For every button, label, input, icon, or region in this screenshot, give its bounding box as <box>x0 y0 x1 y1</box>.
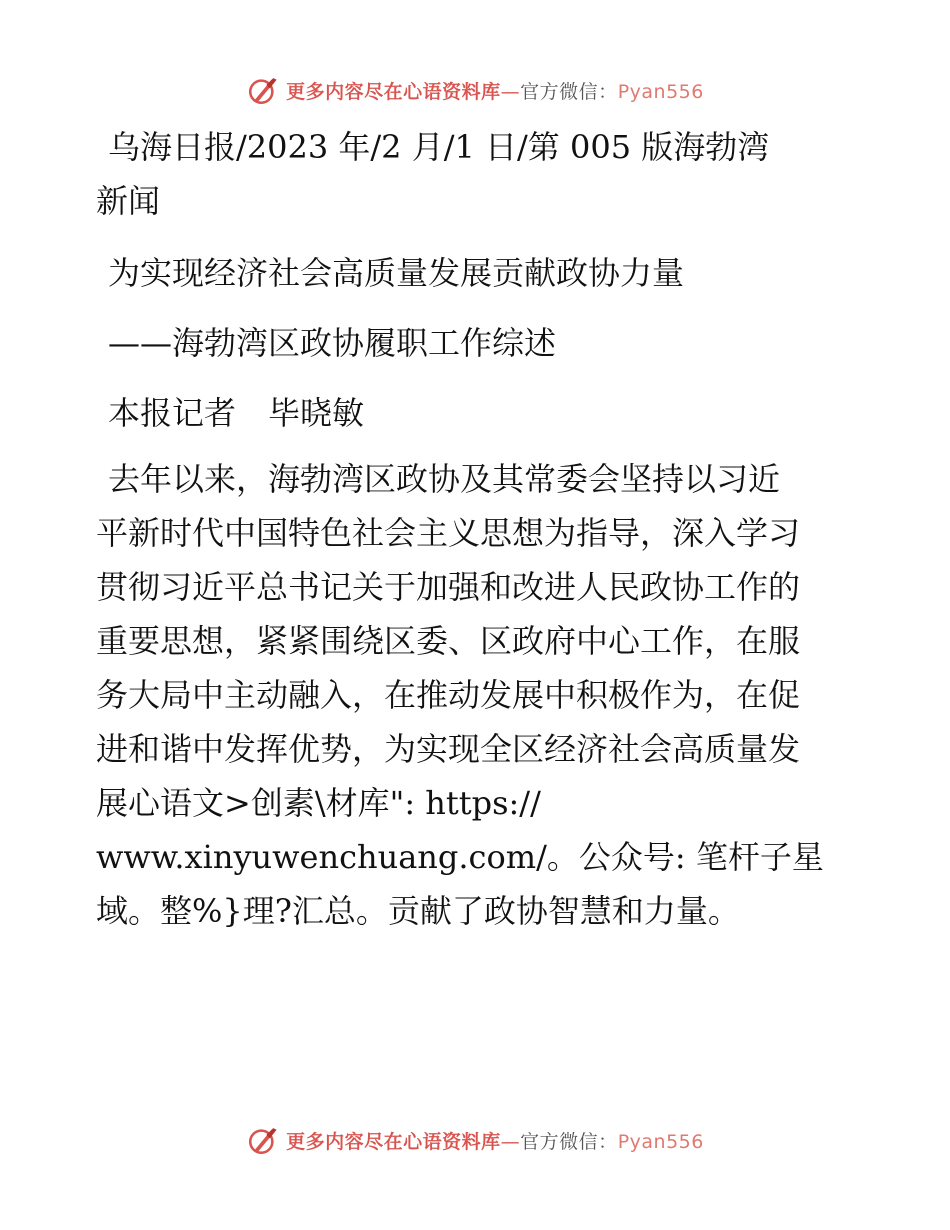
body-line: 去年以来，海勃湾区政协及其常委会坚持以习近 <box>108 460 781 498</box>
article-subtitle: ——海勃湾区政协履职工作综述 <box>108 324 557 362</box>
quill-pen-logo-icon <box>246 73 280 107</box>
banner-text <box>286 77 704 104</box>
body-line: www.xinyuwenchuang.com/。公众号: 笔杆子星 <box>96 838 824 876</box>
banner-separator: — <box>500 1130 521 1153</box>
article-title: 为实现经济社会高质量发展贡献政协力量 <box>108 254 685 292</box>
body-line: 重要思想，紧紧围绕区委、区政府中心工作，在服 <box>96 622 801 660</box>
article-byline: 本报记者 毕晓敏 <box>108 394 365 432</box>
source-line: 乌海日报/2023 年/2 月/1 日/第 005 版海勃湾 <box>108 128 770 166</box>
quill-pen-logo-icon <box>246 1123 280 1157</box>
body-line: 展心语文>创素\材库": https:// <box>96 784 541 822</box>
footer-banner <box>0 1120 950 1160</box>
banner-main-text: 更多内容尽在心语资料库 <box>286 1130 501 1153</box>
body-line: 域。整%}理?汇总。贡献了政协智慧和力量。 <box>96 892 740 930</box>
banner-wechat-id: Pyan556 <box>617 80 704 103</box>
banner-separator: — <box>500 80 521 103</box>
body-line: 平新时代中国特色社会主义思想为指导，深入学习 <box>96 514 801 552</box>
header-banner <box>0 70 950 110</box>
body-line: 务大局中主动融入，在推动发展中积极作为，在促 <box>96 676 801 714</box>
banner-official-label: 官方微信： <box>520 80 618 103</box>
banner-wechat-id: Pyan556 <box>617 1130 704 1153</box>
source-line-continued: 新闻 <box>96 182 161 220</box>
banner-main-text: 更多内容尽在心语资料库 <box>286 80 501 103</box>
body-line: 贯彻习近平总书记关于加强和改进人民政协工作的 <box>96 568 801 606</box>
body-line: 进和谐中发挥优势，为实现全区经济社会高质量发 <box>96 730 801 768</box>
article <box>96 120 856 938</box>
banner-text <box>286 1127 704 1154</box>
banner-official-label: 官方微信： <box>520 1130 618 1153</box>
